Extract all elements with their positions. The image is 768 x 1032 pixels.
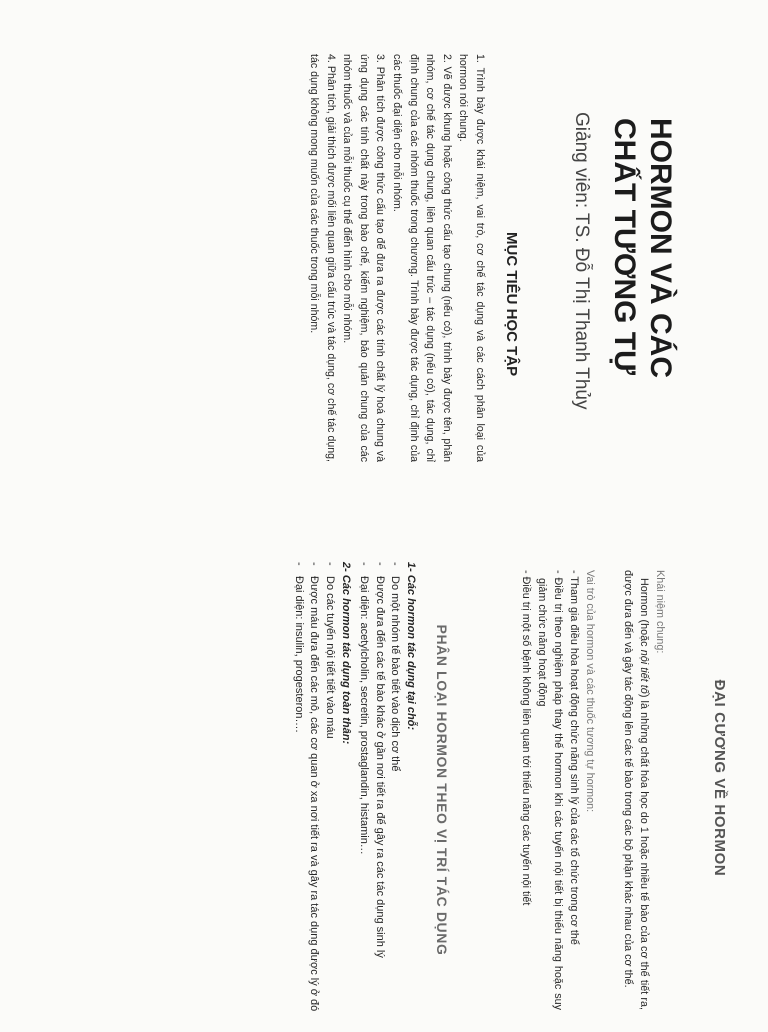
group2-item [321,562,337,1032]
group1-title: 1- Các hormon tác dụng tại chỗ: [405,562,417,731]
roles-heading: Vai trò của hormon và các thuốc tương tự hormon: [584,570,596,813]
group1-item [387,562,403,1032]
group1-list [356,562,403,1032]
roles-list [518,570,582,1010]
dash-marker: - [308,562,321,566]
group2-list [290,562,337,1032]
group2-item [306,562,322,1032]
group2-item-text: Được máu đưa đến các mô, các cơ quan ở xa nơi tiết ra và gây ra tác dụng được lý ở đó [308,576,321,1012]
left-page [0,0,768,480]
dash-marker: - [358,562,371,566]
group1-item-text: Do một nhóm tế bào tiết vào dịch cơ thể [389,576,402,772]
roles-block [518,570,598,1010]
dash-marker: - [373,562,386,566]
role-item: - Điều trị theo nghiệm pháp thay thế hormon khi các tuyến nội tiết bị thiểu năng hoặc suy giảm chức năng hoạt động [536,570,564,1010]
document-title [606,118,678,418]
objective-item: 2. Vẽ được khung hoặc công thức cấu tạo chung (nếu có), trình bày được tên, phân nhóm, cơ chế tác dụng chung, liên quan cấu trúc – tác dụng (nếu có), tác dụng, chỉ định chung của các nhóm thuốc trong chương. Trình bày được tác dụng, chỉ định của các thuốc đại diện cho mỗi nhóm. [391,54,453,462]
objective-item: 1. Trình bày được khái niệm, vai trò, cơ chế tác dụng và các cách phân loại của hormon nói chung. [457,54,486,462]
group1-item [371,562,387,1032]
dash-marker: - [324,562,337,566]
objectives-title: MỤC TIÊU HỌC TẬP [503,232,520,377]
definition-text [620,570,652,1010]
dash-marker: - [292,562,305,566]
definition-prefix: Hormon (hoặc [638,578,650,650]
group2-item [290,562,306,1032]
definition-block [620,570,668,1010]
group1-item [356,562,372,1032]
concept-label: Khái niệm chung: [654,570,666,654]
role-item: - Điều trị một số bệnh không liên quan tới thiểu năng các tuyến nội tiết [520,570,532,906]
definition-rest: ) là những chất hóa học do 1 hoặc nhiều tế bào của cơ thể tiết ra, được đưa đến và gây tác động lên các tế bào trong các bộ phận khác nhau của cơ thể. [622,570,650,1010]
definition-term: nội tiết tố [638,649,650,694]
role-item: - Tham gia điều hòa hoạt động chức năng sinh lý của các tổ chức trong cơ thể [568,570,580,945]
lecturer-line: Giảng viên: TS. Đỗ Thị Thanh Thủy [571,112,592,410]
section-title-overview: ĐẠI CƯƠNG VỀ HORMON [711,679,728,877]
objective-item: 3. Phân tích được công thức cấu tạo để đưa ra được các tính chất lý hoá chung và ứng dụng các tính chất này trong bào chế, kiểm nghiệm, bảo quản chung của các nhóm thuốc và của mỗi thuốc cụ thể điển hình cho mỗi nhóm. [341,54,387,462]
right-page [0,540,768,1024]
group2-item-text: Do các tuyến nội tiết tiết vào máu [324,576,337,739]
objective-item: 4. Phân tích, giải thích được mối liên quan giữa cấu trúc và tác dụng, cơ chế tác dụng, tác dụng không mong muốn của các thuốc trong mỗi nhóm. [308,54,337,462]
section-title-classification: PHÂN LOẠI HORMON THEO VỊ TRÍ TÁC DỤNG [434,624,450,956]
group2-title: 2- Các hormon tác dụng toàn thân: [339,562,352,745]
dash-marker: - [389,562,402,566]
group1-item-text: Được đưa đến các tế bào khác ở gần nơi tiết ra để gây ra các tác dụng sinh lý [373,576,386,958]
objectives-list [305,54,488,462]
classification-block [290,562,418,1032]
group2-item-text: Đại diện: insulin, progesteron…. [292,576,305,733]
title-line-1: HORMON VÀ CÁC [644,118,677,378]
group1-item-text: Đại diện: acetylcholin, secretin, prostaglandin, histamin… [358,576,371,855]
title-line-2: CHẤT TƯƠNG TỰ [608,118,641,376]
